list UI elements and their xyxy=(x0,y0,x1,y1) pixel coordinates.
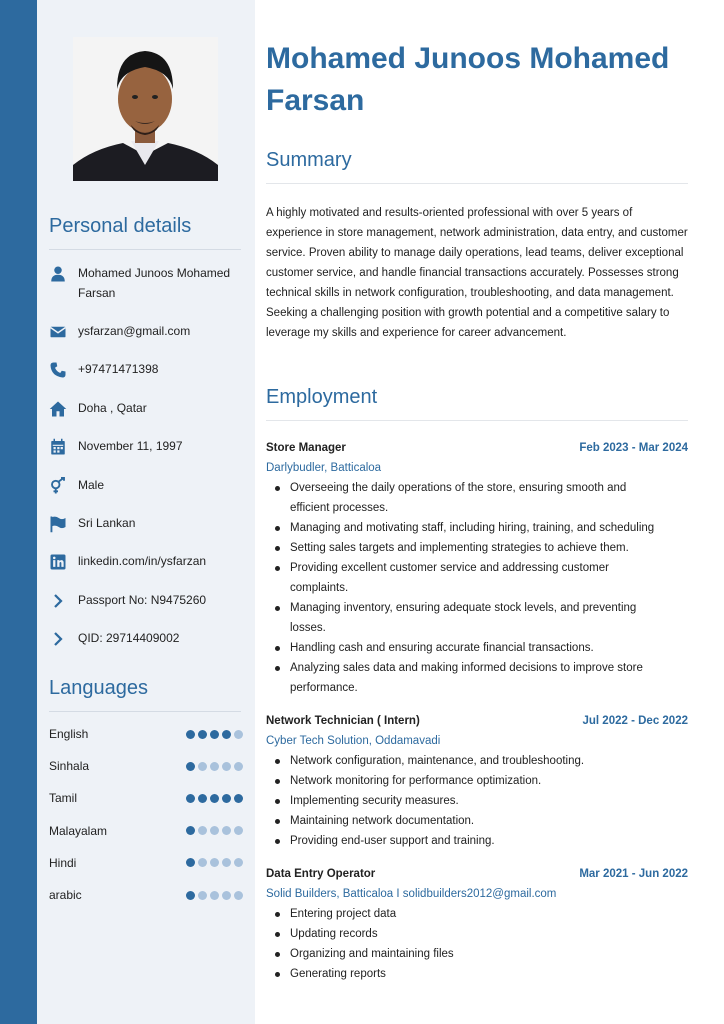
language-level-rating xyxy=(186,858,243,867)
level-dot-empty xyxy=(234,891,243,900)
left-accent-stripe xyxy=(0,0,37,1024)
employment-heading: Employment xyxy=(266,386,378,408)
job-bullet: Implementing security measures. xyxy=(266,791,688,811)
level-dot-empty xyxy=(234,858,243,867)
language-level-rating xyxy=(186,891,243,900)
language-name: Tamil xyxy=(49,791,78,806)
level-dot-empty xyxy=(198,891,207,900)
language-name: English xyxy=(49,727,89,741)
job-entry xyxy=(266,438,688,698)
job-company: Darlybudler, Batticaloa xyxy=(266,462,382,474)
job-entry xyxy=(266,864,688,984)
language-name: Hindi xyxy=(49,855,77,870)
language-name: Malayalam xyxy=(49,823,108,838)
profile-photo xyxy=(73,37,218,181)
personal-qid-row xyxy=(49,630,249,648)
job-bullet: Handling cash and ensuring accurate financial transactions. xyxy=(266,638,688,658)
linkedin-icon xyxy=(49,553,67,571)
chevron-right-icon xyxy=(49,592,67,610)
level-dot-empty xyxy=(234,762,243,771)
level-dot-empty xyxy=(222,891,231,900)
language-level-rating xyxy=(186,794,243,803)
job-bullet: Providing end-user support and training. xyxy=(266,831,688,851)
languages-divider xyxy=(49,711,241,712)
personal-gender: Male xyxy=(78,478,105,492)
job-bullet: Setting sales targets and implementing strategies to achieve them. xyxy=(266,538,688,558)
level-dot-empty xyxy=(198,858,207,867)
job-date: Jul 2022 - Dec 2022 xyxy=(582,715,688,727)
level-dot-filled xyxy=(186,826,195,835)
language-row xyxy=(49,855,243,871)
calendar-icon xyxy=(49,438,67,456)
personal-birthdate: November 11, 1997 xyxy=(78,439,183,453)
level-dot-filled xyxy=(210,730,219,739)
job-bullet: Overseeing the daily operations of the store, ensuring smooth and efficient processes. xyxy=(266,478,646,518)
personal-qid: QID: 29714409002 xyxy=(78,631,180,645)
job-bullet: Managing and motivating staff, including hiring, training, and scheduling xyxy=(266,518,688,538)
language-name: arabic xyxy=(49,888,82,902)
language-row xyxy=(49,790,243,806)
language-row xyxy=(49,726,243,742)
phone-icon xyxy=(49,361,67,379)
level-dot-empty xyxy=(222,762,231,771)
flag-icon xyxy=(49,515,67,533)
level-dot-empty xyxy=(198,826,207,835)
personal-location-row xyxy=(49,400,249,418)
job-bullet: Updating records xyxy=(266,924,688,944)
level-dot-empty xyxy=(198,762,207,771)
level-dot-empty xyxy=(222,858,231,867)
gender-icon xyxy=(49,477,67,495)
personal-name: Mohamed Junoos Mohamed Farsan xyxy=(78,266,231,300)
language-level-rating xyxy=(186,762,243,771)
personal-linkedin-row[interactable] xyxy=(49,553,249,571)
level-dot-empty xyxy=(210,891,219,900)
job-bullets xyxy=(266,478,688,698)
level-dot-empty xyxy=(234,730,243,739)
chevron-right-icon xyxy=(49,630,67,648)
home-icon xyxy=(49,400,67,418)
job-date: Feb 2023 - Mar 2024 xyxy=(579,442,688,454)
email-icon xyxy=(49,323,67,341)
level-dot-filled xyxy=(198,730,207,739)
level-dot-filled xyxy=(186,762,195,771)
level-dot-empty xyxy=(222,826,231,835)
language-level-rating xyxy=(186,730,243,739)
personal-passport: Passport No: N9475260 xyxy=(78,593,207,607)
personal-nationality-row xyxy=(49,515,249,533)
level-dot-filled xyxy=(234,794,243,803)
level-dot-filled xyxy=(198,794,207,803)
job-bullet: Organizing and maintaining files xyxy=(266,944,688,964)
job-title: Data Entry Operator xyxy=(266,868,376,880)
job-company: Cyber Tech Solution, Oddamavadi xyxy=(266,735,441,747)
languages-heading: Languages xyxy=(49,677,148,699)
job-bullet: Generating reports xyxy=(266,964,688,984)
employment-divider xyxy=(266,420,688,421)
personal-linkedin[interactable]: linkedin.com/in/ysfarzan xyxy=(78,554,207,568)
personal-details-divider xyxy=(49,249,241,250)
level-dot-empty xyxy=(210,826,219,835)
level-dot-filled xyxy=(186,730,195,739)
job-entry xyxy=(266,711,688,851)
personal-location: Doha , Qatar xyxy=(78,401,147,415)
summary-text: A highly motivated and results-oriented professional with over 5 years of experience in store management, network administration, data entry, and customer service. Proven ability to manage daily operations, lead teams, deliver exceptional customer service, and handle financial transactions accurately. Possesses strong technical skills in network configuration, troubleshooting, and data management. Seeking a challenging position with growth potential and a competitive salary to leverage my skills and experience for career advancement. xyxy=(266,207,688,339)
job-bullet: Network configuration, maintenance, and troubleshooting. xyxy=(266,751,688,771)
level-dot-filled xyxy=(210,794,219,803)
job-bullet: Managing inventory, ensuring adequate stock levels, and preventing losses. xyxy=(266,598,666,638)
job-title: Store Manager xyxy=(266,442,346,454)
job-bullet: Providing excellent customer service and addressing customer complaints. xyxy=(266,558,646,598)
job-bullet: Analyzing sales data and making informed decisions to improve store performance. xyxy=(266,658,676,698)
level-dot-filled xyxy=(186,891,195,900)
personal-phone: +97471471398 xyxy=(78,362,159,376)
language-row xyxy=(49,887,243,903)
personal-birthdate-row xyxy=(49,438,249,456)
language-name: Sinhala xyxy=(49,759,90,774)
language-row xyxy=(49,823,243,839)
job-bullet: Network monitoring for performance optimization. xyxy=(266,771,688,791)
personal-email: ysfarzan@gmail.com xyxy=(78,324,191,338)
language-row xyxy=(49,758,243,774)
job-bullets xyxy=(266,751,688,851)
job-date: Mar 2021 - Jun 2022 xyxy=(579,868,688,880)
job-bullet: Maintaining network documentation. xyxy=(266,811,688,831)
personal-gender-row xyxy=(49,477,249,495)
job-company: Solid Builders, Batticaloa I solidbuilders2012@gmail.com xyxy=(266,888,557,900)
level-dot-filled xyxy=(186,794,195,803)
level-dot-filled xyxy=(222,794,231,803)
personal-nationality: Sri Lankan xyxy=(78,516,136,530)
job-bullets xyxy=(266,904,688,984)
candidate-name: Mohamed Junoos Mohamed Farsan xyxy=(266,42,670,117)
personal-details-heading: Personal details xyxy=(49,215,192,237)
personal-phone-row xyxy=(49,361,249,379)
personal-name-row xyxy=(49,265,249,303)
level-dot-filled xyxy=(222,730,231,739)
summary-heading: Summary xyxy=(266,149,352,171)
language-level-rating xyxy=(186,826,243,835)
job-title: Network Technician ( Intern) xyxy=(266,715,420,727)
level-dot-filled xyxy=(186,858,195,867)
summary-divider xyxy=(266,183,688,184)
user-icon xyxy=(49,265,67,283)
level-dot-empty xyxy=(234,826,243,835)
level-dot-empty xyxy=(210,762,219,771)
personal-passport-row xyxy=(49,592,249,610)
personal-email-row xyxy=(49,323,249,341)
level-dot-empty xyxy=(210,858,219,867)
job-bullet: Entering project data xyxy=(266,904,688,924)
